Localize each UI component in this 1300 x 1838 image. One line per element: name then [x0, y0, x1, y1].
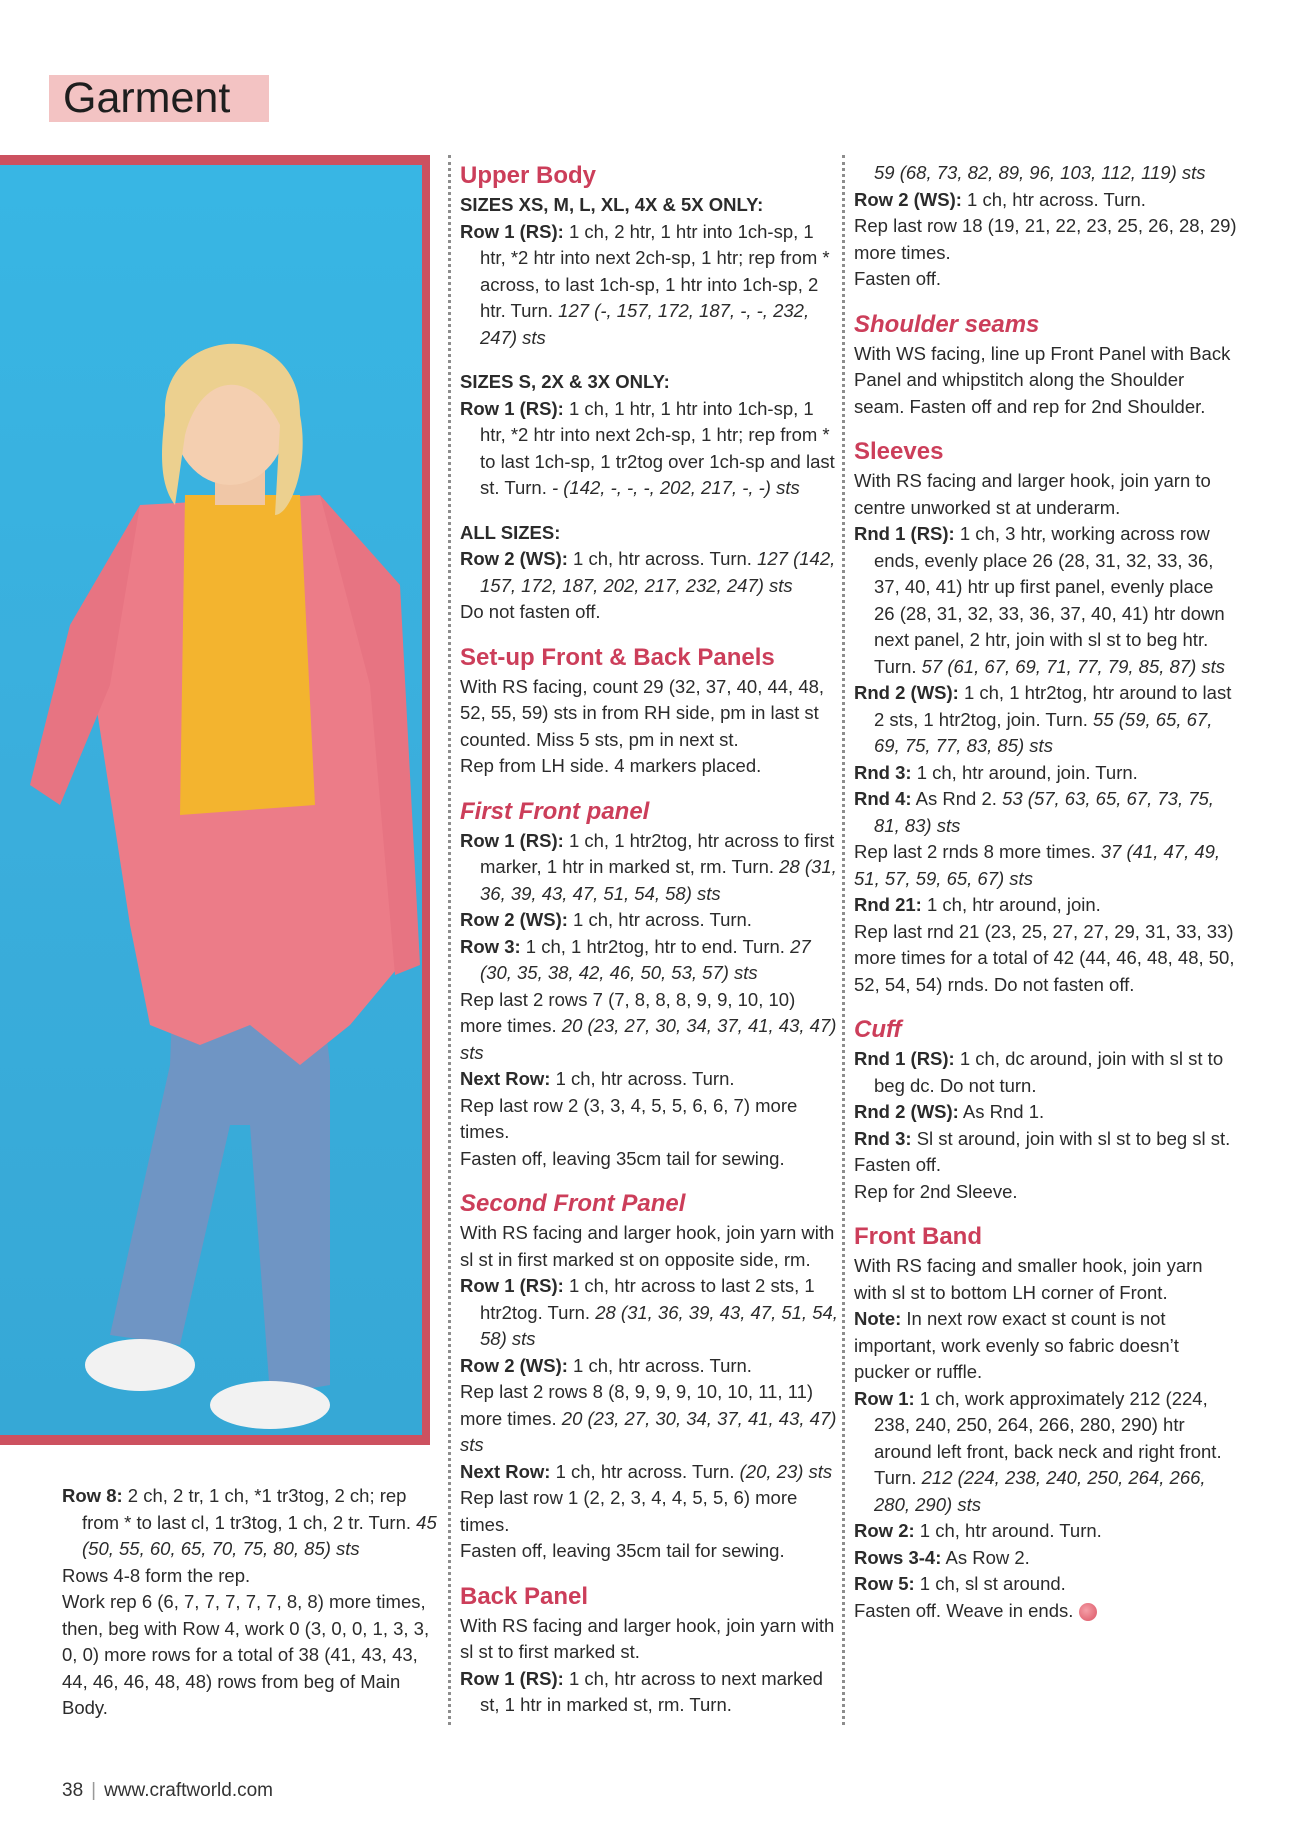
middle-column [460, 160, 840, 1719]
stitch-count: 20 (23, 27, 30, 34, 37, 41, 43, 47) sts [460, 1407, 837, 1455]
row-label: Row 2: [854, 1520, 915, 1541]
instruction-text: Fasten off, leaving 35cm tail for sewing. [460, 1147, 785, 1169]
pattern-row [854, 521, 1239, 680]
row-label: Row 2 (WS): [460, 1354, 568, 1376]
row-label: Rnd 2 (WS): [854, 682, 959, 703]
section-heading: Cuff [854, 1016, 902, 1043]
row-text: 1 ch, htr around. Turn. [914, 1520, 1102, 1541]
right-column [854, 160, 1239, 1624]
stitch-count: 59 (68, 73, 82, 89, 96, 103, 112, 119) sts [874, 162, 1206, 183]
yarn-ball-icon [1079, 1603, 1097, 1621]
section-heading: Sleeves [854, 438, 944, 465]
instruction-body: Rep last 2 rows 8 (8, 9, 9, 9, 10, 10, 11, 11) more times. [460, 1381, 814, 1429]
row-label: Row 2 (WS): [854, 188, 962, 210]
pattern-row [460, 934, 840, 987]
pattern-row [854, 1099, 1239, 1126]
row-label: Row 1 (RS): [460, 1667, 564, 1689]
pattern-row [460, 1353, 840, 1380]
stitch-count: 27 (30, 35, 38, 42, 46, 50, 53, 57) sts [480, 935, 811, 983]
row-label: Rnd 3: [854, 1127, 912, 1149]
stitch-count: 53 (57, 63, 65, 67, 73, 75, 81, 83) sts [874, 788, 1214, 836]
row-label: Row 5: [854, 1573, 915, 1594]
row-text: 1 ch, htr across. Turn. [567, 1354, 752, 1376]
instruction-text: Fasten off. [854, 268, 942, 289]
pattern-row [854, 760, 1239, 787]
row-text: 1 ch, 1 htr, 1 htr into 1ch-sp, 1 htr, *2 htr into next 2ch-sp, 1 htr; rep from * to last 1ch-sp, 1 tr2tog over 1ch-sp and last st. Turn. [480, 397, 835, 498]
stitch-count: - (142, -, -, -, 202, 217, -, -) sts [551, 477, 800, 498]
stitch-count: 28 (31, 36, 39, 43, 47, 51, 54, 58) sts [480, 856, 837, 904]
pattern-row [460, 546, 840, 599]
pattern-row [460, 219, 840, 352]
instruction-text: Rep from LH side. 4 markers placed. [460, 755, 762, 776]
instruction-text: With RS facing and larger hook, join yarn with sl st to first marked st. [460, 1614, 835, 1662]
instruction-text [460, 987, 840, 1067]
pattern-row [854, 187, 1239, 214]
row-text: 1 ch, 3 htr, working across row ends, evenly place 26 (28, 31, 32, 33, 36, 37, 40, 41) htr up first panel, evenly place 26 (28, 31, 32, 33, 36, 37, 40, 41) htr down next panel, 2 htr, join with sl st to beg htr. Turn. [874, 523, 1225, 677]
row-text: 1 ch, sl st around. [914, 1573, 1066, 1594]
paragraph-gap [460, 351, 840, 369]
row-text: Sl st around, join with sl st to beg sl st. [911, 1127, 1231, 1149]
instruction-text: With WS facing, line up Front Panel with Back Panel and whipstitch along the Shoulder seam. Fasten off and rep for 2nd Shoulder. [854, 342, 1231, 417]
pattern-row [854, 892, 1239, 919]
row-text: As Rnd 2. [911, 788, 1003, 809]
row-label: Row 1 (RS): [460, 397, 564, 419]
row-label: Row 2 (WS): [460, 909, 568, 930]
instruction-text: Rep last rnd 21 (23, 25, 27, 27, 29, 31, 33, 33) more times for a total of 42 (44, 46, 48, 48, 50, 52, 54, 54) rnds. Do not fasten off. [854, 920, 1235, 995]
column-divider-1 [448, 155, 451, 1725]
paragraph-gap [460, 502, 840, 520]
instruction-body: Rep last 2 rnds 8 more times. [854, 841, 1101, 862]
row-text: 1 ch, htr across. Turn. [567, 548, 758, 569]
note-paragraph [854, 1306, 1239, 1386]
stitch-count: 127 (142, 157, 172, 187, 202, 217, 232, 247) sts [480, 548, 836, 596]
row-label: Row 1 (RS): [460, 220, 564, 242]
stitch-count: 37 (41, 47, 49, 51, 57, 59, 65, 67) sts [854, 841, 1221, 889]
page-footer [62, 1780, 273, 1802]
stitch-count: 127 (-, 157, 172, 187, -, -, 232, 247) sts [480, 300, 810, 348]
row-text: 1 ch, 2 htr, 1 htr into 1ch-sp, 1 htr, *2 htr into next 2ch-sp, 1 htr; rep from * across, to last 1ch-sp, 1 htr into 1ch-sp, 2 htr. Turn. [480, 220, 830, 321]
size-subheading: SIZES S, 2X & 3X ONLY: [460, 371, 670, 392]
pattern-row [854, 680, 1239, 760]
row-text: 1 ch, htr across. Turn. [550, 1068, 735, 1089]
row-text: 1 ch, htr around, join. [921, 894, 1101, 915]
model-photo [0, 165, 422, 1435]
row-text: 1 ch, htr across to last 2 sts, 1 htr2tog. Turn. [480, 1275, 815, 1323]
stitch-count: 28 (31, 36, 39, 43, 47, 51, 54, 58) sts [480, 1301, 838, 1349]
footer-url[interactable]: www.craftworld.com [104, 1780, 273, 1801]
model-illustration [0, 165, 422, 1435]
instruction-text: With RS facing and larger hook, join yarn with sl st in first marked st on opposite side, rm. [460, 1222, 835, 1270]
row-text: 1 ch, htr across. Turn. [961, 188, 1146, 210]
instruction-text: Fasten off. [854, 1154, 942, 1175]
section-tag: Garment [49, 75, 269, 122]
row-text: 1 ch, dc around, join with sl st to beg dc. Do not turn. [874, 1048, 1224, 1096]
instruction-text: Rep last row 1 (2, 2, 3, 4, 4, 5, 5, 6) more times. [460, 1487, 798, 1535]
pattern-row [854, 1545, 1239, 1572]
left-column [62, 1483, 437, 1722]
pattern-row [62, 1589, 437, 1722]
instruction-text: Do not fasten off. [460, 601, 601, 622]
instruction-text: Rep last row 18 (19, 21, 22, 23, 25, 26, 28, 29) more times. [854, 215, 1237, 263]
pattern-row [62, 1483, 437, 1563]
section-heading: First Front panel [460, 797, 650, 825]
instruction-text: With RS facing and larger hook, join yarn to centre unworked st at underarm. [854, 470, 1211, 518]
footer-separator: | [91, 1780, 97, 1801]
section-heading: Upper Body [460, 162, 597, 189]
row-text: As Rnd 1. [958, 1101, 1045, 1122]
row-text: As Row 2. [941, 1546, 1030, 1568]
row-label: Rnd 1 (RS): [854, 523, 955, 544]
size-subheading: SIZES XS, M, L, XL, 4X & 5X ONLY: [460, 194, 764, 215]
ending-text [854, 1598, 1239, 1625]
section-heading: Back Panel [460, 1582, 589, 1610]
row-label: Rnd 1 (RS): [854, 1048, 955, 1069]
section-heading: Set-up Front & Back Panels [460, 643, 775, 671]
page-number: 38 [62, 1780, 84, 1801]
instruction-body: Rep last 2 rows 7 (7, 8, 8, 8, 9, 9, 10, 10) more times. [460, 988, 796, 1036]
note-label: Note: [854, 1308, 902, 1329]
row-label: Row 2 (WS): [460, 548, 568, 569]
instruction-text: With RS facing, count 29 (32, 37, 40, 44, 48, 52, 55, 59) sts in from RH side, pm in last st counted. Miss 5 sts, pm in next st. [460, 675, 825, 750]
pattern-row [460, 396, 840, 502]
row-text: 1 ch, 1 htr2tog, htr around to last 2 sts, 1 htr2tog, join. Turn. [874, 682, 1232, 730]
pattern-row [854, 786, 1239, 839]
pattern-row [460, 1066, 840, 1093]
instruction-text [460, 1379, 840, 1459]
photo-frame [0, 155, 430, 1445]
row-label: Rnd 2 (WS): [854, 1101, 959, 1122]
section-heading: Shoulder seams [854, 310, 1040, 338]
row-label: Row 1: [854, 1387, 915, 1409]
column-divider-2 [842, 155, 845, 1725]
pattern-row [460, 1666, 840, 1719]
stitch-count: 45 (50, 55, 60, 65, 70, 75, 80, 85) sts [82, 1511, 437, 1559]
section-heading: Front Band [854, 1223, 982, 1250]
stitch-count: (20, 23) sts [739, 1460, 833, 1482]
stitch-count: 20 (23, 27, 30, 34, 37, 41, 43, 47) sts [460, 1015, 837, 1063]
pattern-row [460, 828, 840, 908]
stitch-count: 55 (59, 65, 67, 69, 75, 77, 83, 85) sts [874, 708, 1213, 756]
row-label: Row 8: [62, 1485, 123, 1506]
pattern-row [460, 907, 840, 934]
row-text: 1 ch, htr across. Turn. [567, 909, 752, 930]
note-text: In next row exact st count is not important, work evenly so fabric doesn’t pucker or ruffle. [854, 1308, 1179, 1382]
pattern-row [460, 1273, 840, 1353]
size-subheading: ALL SIZES: [460, 521, 561, 543]
row-text: 1 ch, htr around, join. Turn. [911, 761, 1138, 783]
pattern-row [854, 1386, 1239, 1519]
stitch-count: 212 (224, 238, 240, 250, 264, 266, 280, 290) sts [874, 1467, 1206, 1515]
row-text: 1 ch, htr across to next marked st, 1 htr in marked st, rm. Turn. [480, 1667, 823, 1715]
row-label: Rnd 3: [854, 761, 912, 783]
pattern-row [460, 1459, 840, 1486]
instruction-text [854, 839, 1239, 892]
row-label: Next Row: [460, 1460, 551, 1482]
pattern-row [854, 1046, 1239, 1099]
pattern-row [854, 1518, 1239, 1545]
row-text: 1 ch, 1 htr2tog, htr across to first marker, 1 htr in marked st, rm. Turn. [480, 829, 835, 877]
row-label: Row 3: [460, 935, 521, 957]
instruction-text: Rep last row 2 (3, 3, 4, 5, 5, 6, 6, 7) more times. [460, 1094, 798, 1142]
ending-body: Fasten off. Weave in ends. [854, 1599, 1074, 1621]
row-label: Rows 3-4: [854, 1546, 942, 1568]
row-text: 1 ch, htr across. Turn. [550, 1460, 740, 1482]
instruction-text: Fasten off, leaving 35cm tail for sewing. [460, 1540, 785, 1561]
row-label: Next Row: [460, 1068, 551, 1089]
row-text: Work rep 6 (6, 7, 7, 7, 7, 7, 8, 8) more times, then, beg with Row 4, work 0 (3, 0, 0, 1, 3, 3, 0, 0) more rows for a total of 38 (41, 43, 43, 44, 46, 46, 48, 48) rows from beg of Main Body. [62, 1591, 430, 1718]
row-text: 1 ch, 1 htr2tog, htr to end. Turn. [520, 935, 791, 957]
row-label: Rnd 4: [854, 788, 912, 809]
section-heading: Second Front Panel [460, 1190, 686, 1217]
row-label: Row 1 (RS): [460, 829, 564, 851]
pattern-row [62, 1563, 437, 1590]
row-text: 1 ch, work approximately 212 (224, 238, 240, 250, 264, 266, 280, 290) htr around left front, back neck and right front. Turn. [874, 1387, 1222, 1488]
row-label: Row 1 (RS): [460, 1275, 564, 1296]
stitch-count-line [854, 160, 1239, 187]
pattern-row [854, 1126, 1239, 1153]
stitch-count: 57 (61, 67, 69, 71, 77, 79, 85, 87) sts [921, 655, 1226, 677]
instruction-text: With RS facing and smaller hook, join yarn with sl st to bottom LH corner of Front. [854, 1255, 1203, 1303]
pattern-row [854, 1571, 1239, 1598]
row-text: Rows 4-8 form the rep. [62, 1564, 251, 1586]
row-text: 2 ch, 2 tr, 1 ch, *1 tr3tog, 2 ch; rep from * to last cl, 1 tr3tog, 1 ch, 2 tr. Turn. [82, 1485, 417, 1533]
instruction-text: Rep for 2nd Sleeve. [854, 1180, 1018, 1202]
row-label: Rnd 21: [854, 894, 922, 915]
